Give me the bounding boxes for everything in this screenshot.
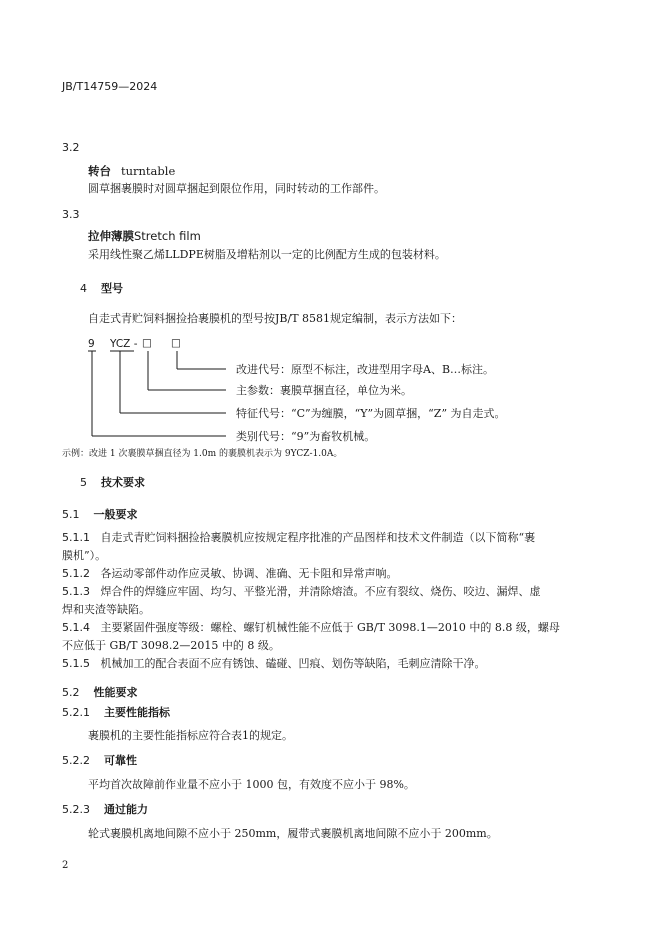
model-example: 示例：改进 1 次裹膜草捆直径为 1.0m 的裹膜机表示为 9YCZ-1.0A。 <box>62 449 343 459</box>
section-number: 5.2 <box>62 686 80 699</box>
section-number: 5.2.1 <box>62 706 90 719</box>
section-number-3-3: 3.3 <box>62 208 80 221</box>
section-5-1-heading <box>62 506 138 522</box>
section-5-2-2-heading <box>62 752 137 768</box>
clause-5-1-4-cont: 不应低于 GB/T 3098.2—2015 中的 8 级。 <box>62 639 280 652</box>
clause-number: 5.1.1 <box>62 531 90 544</box>
section-5-2-3-heading <box>62 801 148 817</box>
term-en: turntable <box>121 164 176 178</box>
section-5-2-1-heading <box>62 704 170 720</box>
label-feature-code: 特征代号：“C”为缠膜，“Y”为圆草捆，“Z” 为自走式。 <box>236 407 506 420</box>
clause-5-1-2 <box>62 565 398 581</box>
section-5-2-2-body: 平均首次故障前作业量不应小于 1000 包，有效度不应小于 98%。 <box>88 778 415 791</box>
section-number: 5.2.2 <box>62 754 90 767</box>
section-5-2-3-body: 轮式裹膜机离地间隙不应小于 250mm，履带式裹膜机离地间隙不应小于 200mm。 <box>88 827 498 840</box>
section-title: 技术要求 <box>101 476 145 489</box>
label-category-code: 类别代号：“9”为畜牧机械。 <box>236 430 376 443</box>
section-title: 型号 <box>101 282 123 295</box>
clause-5-1-1 <box>62 529 535 545</box>
label-main-parameter: 主参数：裹膜草捆直径，单位为米。 <box>236 384 412 397</box>
section-title: 可靠性 <box>104 754 137 767</box>
definition-3-2: 圆草捆裹膜时对圆草捆起到限位作用，同时转动的工作部件。 <box>88 182 385 195</box>
clause-5-1-5 <box>62 655 486 671</box>
section-title: 性能要求 <box>93 686 138 699</box>
clause-number: 5.1.4 <box>62 621 90 634</box>
page-number: 2 <box>62 860 69 871</box>
clause-5-1-3 <box>62 583 541 599</box>
clause-text: 机械加工的配合表面不应有锈蚀、磕碰、凹痕、划伤等缺陷，毛刺应清除干净。 <box>100 657 486 670</box>
code-main-param-box: □ <box>142 337 152 349</box>
definition-3-3: 采用线性聚乙烯LLDPE树脂及增粘剂以一定的比例配方生成的包装材料。 <box>88 248 446 261</box>
clause-number: 5.1.3 <box>62 585 90 598</box>
code-category: 9 <box>88 338 95 350</box>
code-feature: YCZ - <box>110 338 138 350</box>
clause-5-1-4 <box>62 619 560 635</box>
section-title: 一般要求 <box>93 508 138 521</box>
section-number: 5.1 <box>62 508 80 521</box>
label-improvement-code: 改进代号：原型不标注，改进型用字母A、B…标注。 <box>236 363 495 376</box>
clause-5-1-3-cont: 焊和夹渣等缺陷。 <box>62 603 150 616</box>
section-5-heading <box>80 474 145 490</box>
document-header: JB/T14759—2024 <box>62 80 158 93</box>
term-zh: 转台 <box>88 164 111 178</box>
clause-5-1-1-cont: 膜机”）。 <box>62 549 107 562</box>
clause-text: 各运动零部件动作应灵敏、协调、准确、无卡阻和异常声响。 <box>100 567 398 580</box>
section-5-2-1-body: 裹膜机的主要性能指标应符合表1的规定。 <box>88 729 293 742</box>
section-title: 通过能力 <box>104 803 148 816</box>
section-title: 主要性能指标 <box>104 706 170 719</box>
clause-number: 5.1.5 <box>62 657 90 670</box>
section-number-3-2: 3.2 <box>62 141 80 154</box>
code-improvement-box: □ <box>171 337 181 349</box>
clause-number: 5.1.2 <box>62 567 90 580</box>
model-intro: 自走式青贮饲料捆捡拾裹膜机的型号按JB/T 8581规定编制，表示方法如下： <box>88 312 463 325</box>
section-number: 5.2.3 <box>62 803 90 816</box>
section-number: 5 <box>80 476 87 489</box>
term-en: Stretch film <box>134 229 201 243</box>
section-number: 4 <box>80 282 87 295</box>
clause-text: 自走式青贮饲料捆捡拾裹膜机应按规定程序批准的产品图样和技术文件制造（以下简称“裹 <box>100 531 536 544</box>
clause-text: 主要紧固件强度等级：螺栓、螺钉机械性能不应低于 GB/T 3098.1—2010 中的 8.8 级，螺母 <box>100 621 560 634</box>
clause-text: 焊合件的焊缝应牢固、均匀、平整光滑，并清除熔渣。不应有裂纹、烧伤、咬边、漏焊、虚 <box>100 585 541 598</box>
section-5-2-heading <box>62 684 138 700</box>
term-zh: 拉伸薄膜 <box>88 229 134 243</box>
